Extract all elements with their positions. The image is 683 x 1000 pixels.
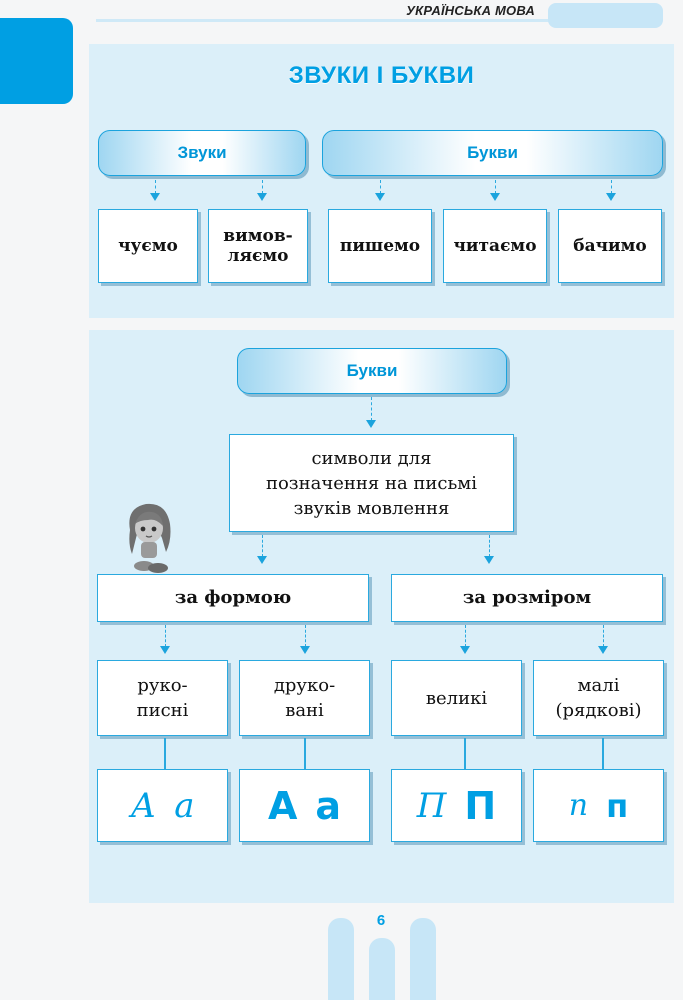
arrow-down-icon — [150, 193, 160, 201]
connector — [603, 625, 604, 647]
connector — [489, 535, 490, 557]
arrow-down-icon — [484, 556, 494, 564]
page-bar-right — [410, 918, 436, 1000]
page-bar-center — [369, 938, 395, 1000]
arrow-down-icon — [300, 646, 310, 654]
subject-title: УКРАЇНСЬКА МОВА — [406, 3, 535, 18]
connector — [611, 180, 612, 194]
handwritten-line1: руко- — [137, 675, 188, 696]
connector — [464, 738, 466, 770]
printed-capital-letter: А — [267, 783, 298, 828]
connector — [155, 180, 156, 194]
letters-header-label: Букви — [467, 143, 518, 162]
by-form-box — [97, 574, 369, 622]
arrow-down-icon — [160, 646, 170, 654]
sound-item-pronounce — [208, 209, 308, 283]
sound-item-hear-label: чуємо — [118, 236, 178, 256]
letter-item-read — [443, 209, 547, 283]
sound-item-pronounce-line1: вимов- — [223, 226, 293, 246]
side-tab — [0, 18, 73, 104]
capital-box — [391, 660, 522, 736]
capital-print-letter: П — [464, 783, 497, 828]
connector — [164, 738, 166, 770]
arrow-down-icon — [366, 420, 376, 428]
sound-item-hear — [98, 209, 198, 283]
small-example — [533, 769, 664, 842]
capital-example — [391, 769, 522, 842]
connector — [371, 397, 372, 421]
small-line1: малі — [577, 675, 620, 696]
definition-line2: позначення на письмі — [265, 472, 478, 494]
small-box — [533, 660, 664, 736]
capital-script-letter: П — [416, 785, 447, 826]
arrow-down-icon — [490, 193, 500, 201]
girl-illustration — [122, 498, 178, 578]
connector — [380, 180, 381, 194]
letters-root-header — [237, 348, 507, 394]
connector — [262, 180, 263, 194]
arrow-down-icon — [460, 646, 470, 654]
connector — [305, 625, 306, 647]
connector — [465, 625, 466, 647]
definition-line3: звуків мовлення — [293, 497, 450, 519]
connector — [304, 738, 306, 770]
handwritten-line2: писні — [136, 700, 189, 721]
letter-item-write-label: пишемо — [339, 236, 421, 256]
section-title: ЗВУКИ І БУКВИ — [288, 62, 475, 89]
arrow-down-icon — [257, 556, 267, 564]
page-bar-left — [328, 918, 354, 1000]
by-size-label: за розміром — [462, 587, 592, 608]
sounds-header-label: Звуки — [177, 143, 227, 162]
small-print-letter: п — [606, 786, 629, 825]
printed-box — [239, 660, 370, 736]
connector — [262, 535, 263, 557]
by-form-label: за формою — [174, 587, 292, 608]
sound-item-pronounce-line2: ляємо — [227, 246, 289, 266]
sounds-header — [98, 130, 306, 176]
handwritten-box — [97, 660, 228, 736]
arrow-down-icon — [598, 646, 608, 654]
arrow-down-icon — [257, 193, 267, 201]
letters-definition — [229, 434, 514, 532]
handwritten-example — [97, 769, 228, 842]
letters-header — [322, 130, 663, 176]
definition-line1: символи для — [311, 447, 432, 469]
arrow-down-icon — [606, 193, 616, 201]
printed-line2: вані — [285, 700, 324, 721]
connector — [165, 625, 166, 647]
letter-item-read-label: читаємо — [453, 236, 537, 256]
connector — [495, 180, 496, 194]
small-script-letter: п — [568, 788, 589, 823]
handwritten-capital-letter: А — [130, 785, 157, 826]
by-size-box — [391, 574, 663, 622]
letter-item-see-label: бачимо — [573, 236, 647, 256]
arrow-down-icon — [375, 193, 385, 201]
printed-small-letter: а — [315, 783, 342, 828]
connector — [602, 738, 604, 770]
letter-item-write — [328, 209, 432, 283]
printed-line1: друко- — [273, 675, 336, 696]
capital-label: великі — [425, 687, 488, 709]
header-tab-decoration — [548, 3, 663, 28]
page-number: 6 — [376, 912, 386, 929]
printed-example — [239, 769, 370, 842]
letters-root-label: Букви — [346, 361, 398, 380]
small-line2: (рядкові) — [555, 700, 642, 721]
letter-item-see — [558, 209, 662, 283]
handwritten-small-letter: а — [174, 785, 195, 826]
